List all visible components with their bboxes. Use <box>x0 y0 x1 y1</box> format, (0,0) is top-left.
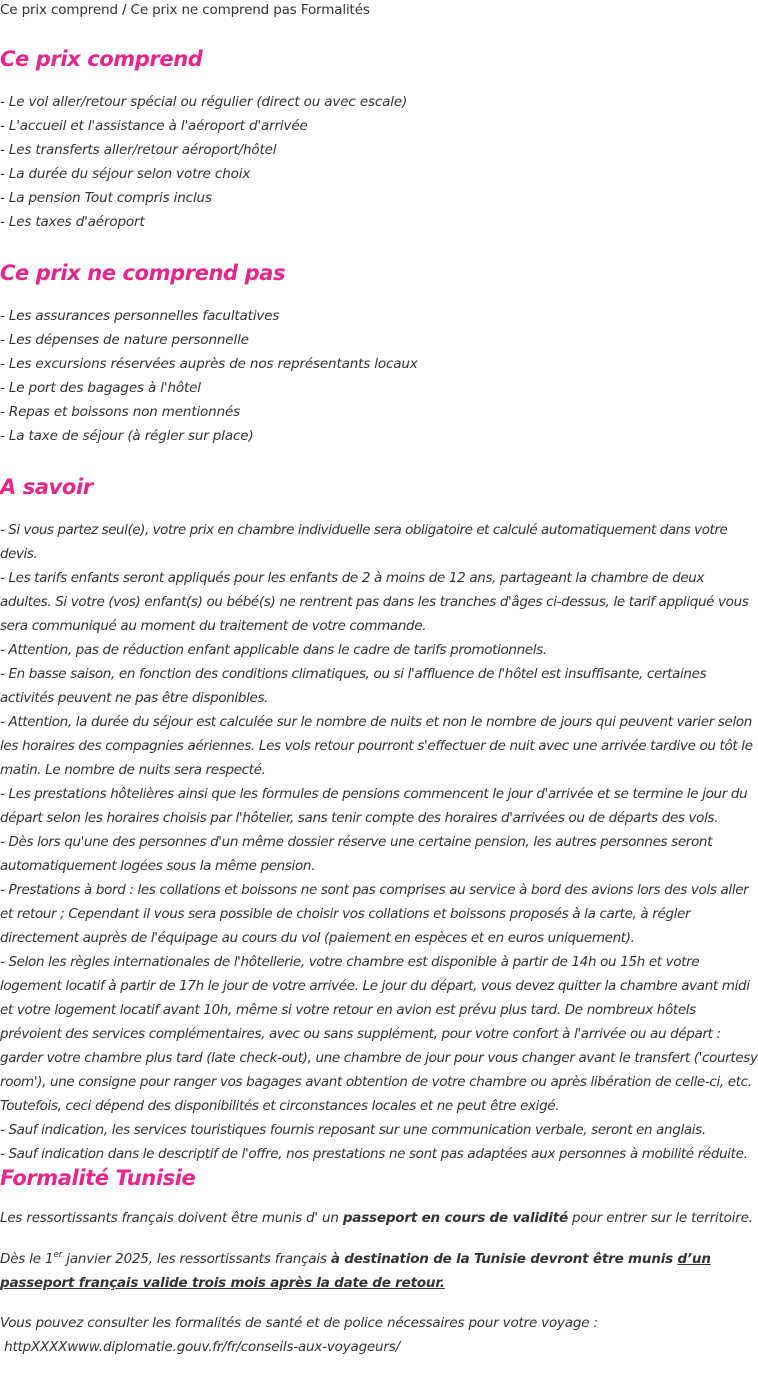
list-item: - La pension Tout compris inclus <box>0 190 212 206</box>
includes-heading: Ce prix comprend <box>0 47 203 71</box>
list-item: - Les excursions réservées auprès de nos représentants locaux <box>0 356 418 372</box>
underlined-text: d’un passeport français valide trois mois après la date de retour. <box>0 1251 711 1291</box>
list-item: - En basse saison, en fonction des conditions climatiques, ou si l'affluence de l'hôtel est insuffisante, certaines activités peuvent ne pas être disponibles. <box>0 666 707 706</box>
list-item: - Repas et boissons non mentionnés <box>0 404 241 420</box>
diplomatie-link[interactable]: httpXXXXwww.diplomatie.gouv.fr/fr/conseils-aux-voyageurs/ <box>4 1339 400 1355</box>
list-item: - La durée du séjour selon votre choix <box>0 166 251 182</box>
list-item: - Prestations à bord : les collations et boissons ne sont pas comprises au service à bord des avions lors des vols aller et retour ; Cependant il vous sera possible de choisir vos collations et boissons proposés à la carte, à régler directement auprès de l'équipage au cours du vol (paiement en espèces et en euros uniquement). <box>0 882 749 946</box>
list-item: - La taxe de séjour (à régler sur place) <box>0 428 254 444</box>
formalities-paragraph-2025 <box>0 1247 758 1295</box>
formalities-paragraph-passport <box>0 1206 758 1230</box>
list-item: - Le vol aller/retour spécial ou régulier (direct ou avec escale) <box>0 94 408 110</box>
list-item: - Attention, pas de réduction enfant applicable dans le cadre de tarifs promotionnels. <box>0 642 547 658</box>
includes-list <box>0 90 758 234</box>
text: Dès le 1 <box>0 1251 54 1267</box>
list-item: - Les tarifs enfants seront appliqués pour les enfants de 2 à moins de 12 ans, partageant la chambre de deux adultes. Si votre (vos) enfant(s) ou bébé(s) ne rentrent pas dans les tranches d'âges ci-dessus, le tarif appliqué vous sera communiqué au moment du traitement de votre commande. <box>0 570 749 634</box>
good-to-know-heading: A savoir <box>0 475 93 499</box>
list-item: - Le port des bagages à l'hôtel <box>0 380 201 396</box>
formalities-paragraph-consult <box>0 1311 758 1359</box>
superscript: er <box>53 1250 63 1260</box>
good-to-know-list <box>0 518 758 1166</box>
list-item: - L'accueil et l'assistance à l'aéroport d'arrivée <box>0 118 308 134</box>
list-item: - Les dépenses de nature personnelle <box>0 332 249 348</box>
formalities-heading: Formalité Tunisie <box>0 1166 196 1190</box>
text: pour entrer sur le territoire. <box>567 1210 753 1226</box>
list-item: - Les prestations hôtelières ainsi que les formules de pensions commencent le jour d'arrivée et se termine le jour du départ selon les horaires choisis par l'hôtelier, sans tenir compte des horaires d'arrivées ou de départs des vols. <box>0 786 748 826</box>
list-item: - Les assurances personnelles facultatives <box>0 308 280 324</box>
emphasis-text: à destination de la Tunisie devront être munis <box>330 1251 678 1267</box>
text: janvier 2025, les ressortissants français <box>62 1251 331 1267</box>
list-item: - Les taxes d'aéroport <box>0 214 145 230</box>
breadcrumb: Ce prix comprend / Ce prix ne comprend pas Formalités <box>0 2 370 18</box>
list-item: - Dès lors qu'une des personnes d'un même dossier réserve une certaine pension, les autres personnes seront automatiquement logées sous la même pension. <box>0 834 713 874</box>
list-item: - Sauf indication, les services touristiques fournis reposant sur une communication verbale, seront en anglais. <box>0 1122 706 1138</box>
list-item: - Attention, la durée du séjour est calculée sur le nombre de nuits et non le nombre de jours qui peuvent varier selon les horaires des compagnies aériennes. Les vols retour pourront s'effectuer de nuit avec une arrivée tardive ou tôt le matin. Le nombre de nuits sera respecté. <box>0 714 753 778</box>
text: Les ressortissants français doivent être munis d' un <box>0 1210 343 1226</box>
excludes-heading: Ce prix ne comprend pas <box>0 261 286 285</box>
excludes-list <box>0 304 758 448</box>
list-item: - Selon les règles internationales de l'hôtellerie, votre chambre est disponible à partir de 14h ou 15h et votre logement locatif à partir de 17h le jour de votre arrivée. Le jour du départ, vous devez quitter la chambre avant midi et votre logement locatif avant 10h, même si votre retour en avion est prévu plus tard. De nombreux hôtels prévoient des services complémentaires, avec ou sans supplément, pour votre confort à l'arrivée ou au départ : garder votre chambre plus tard (late check-out), une chambre de jour pour vous changer avant le transfert ('courtesy room'), une consigne pour ranger vos bagages avant obtention de votre chambre ou après libération de celle-ci, etc. Toutefois, ceci dépend des disponibilités et circonstances locales et ne peut être exigé. <box>0 954 758 1114</box>
text: Vous pouvez consulter les formalités de santé et de police nécessaires pour votre voyage : <box>0 1315 598 1331</box>
list-item: - Sauf indication dans le descriptif de l'offre, nos prestations ne sont pas adaptées aux personnes à mobilité réduite. <box>0 1146 748 1162</box>
emphasis-text: passeport en cours de validité <box>342 1210 568 1226</box>
list-item: - Si vous partez seul(e), votre prix en chambre individuelle sera obligatoire et calculé automatiquement dans votre devis. <box>0 522 728 562</box>
list-item: - Les transferts aller/retour aéroport/hôtel <box>0 142 277 158</box>
